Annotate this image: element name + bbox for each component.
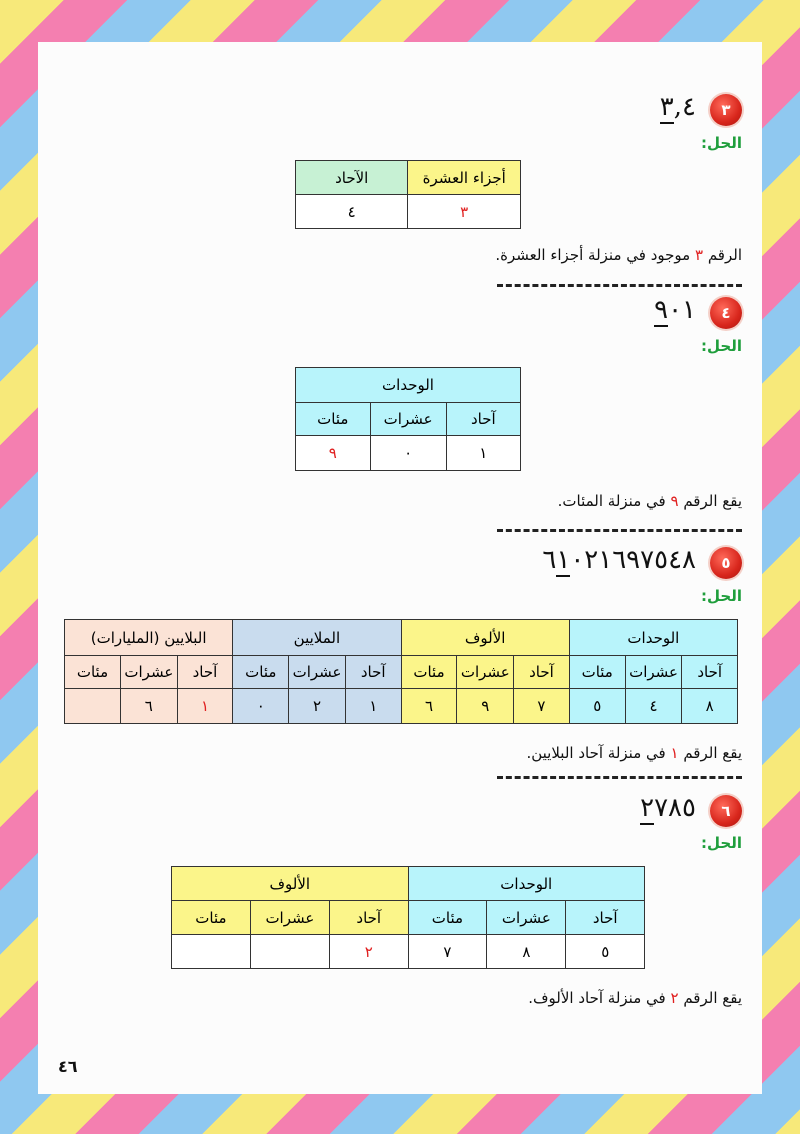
value-cell: ١ (446, 436, 520, 471)
group-header: الوحدات (296, 368, 521, 403)
question-number: ٩٠١ (654, 295, 696, 325)
group-header: الملايين (233, 620, 401, 656)
question-number: ٦١٠٢١٦٩٧٥٤٨ (542, 545, 696, 575)
solution-label: الحل: (701, 337, 742, 355)
group-header: البلايين (المليارات) (65, 620, 233, 656)
answer-text: يقع الرقم ١ في منزلة آحاد البلايين. (526, 744, 742, 762)
divider (497, 776, 742, 779)
header-cell: عشرات (250, 901, 329, 935)
header-cell: آحاد (566, 901, 645, 935)
value-cell (250, 935, 329, 969)
question-number: ٣,٤ (659, 92, 696, 122)
value-cell: ٧ (514, 689, 570, 724)
value-cell: ٨ (487, 935, 566, 969)
value-cell: ٣ (408, 195, 521, 229)
group-header: الألوف (172, 867, 409, 901)
header-cell: آحاد (177, 656, 233, 689)
value-cell: ٨ (682, 689, 738, 724)
value-cell: ٤ (296, 195, 408, 229)
header-cell: آحاد (446, 403, 520, 436)
header-cell: مئات (401, 656, 457, 689)
header-cell: عشرات (487, 901, 566, 935)
place-value-table (171, 866, 645, 969)
value-cell: ٦ (120, 689, 177, 724)
answer-text: يقع الرقم ٢ في منزلة آحاد الألوف. (528, 989, 742, 1007)
value-cell: ٢ (289, 689, 346, 724)
question-number-badge: ٣ (710, 94, 742, 126)
value-cell: ٢ (329, 935, 408, 969)
header-cell: عشرات (457, 656, 514, 689)
group-header: الوحدات (408, 867, 644, 901)
place-value-table (295, 367, 521, 471)
header-cell: عشرات (625, 656, 682, 689)
value-cell: ٧ (408, 935, 487, 969)
value-cell: ٠ (233, 689, 289, 724)
value-cell: ٥ (569, 689, 625, 724)
place-value-table (295, 160, 521, 229)
solution-label: الحل: (701, 834, 742, 852)
question-number-badge: ٥ (710, 547, 742, 579)
header-cell: آحاد (682, 656, 738, 689)
place-value-table (64, 619, 738, 724)
header-cell: أجزاء العشرة (408, 161, 521, 195)
header-cell: عشرات (370, 403, 446, 436)
divider (497, 284, 742, 287)
header-cell: عشرات (289, 656, 346, 689)
value-cell: ٩ (296, 436, 371, 471)
group-header: الوحدات (569, 620, 737, 656)
header-cell: مئات (296, 403, 371, 436)
question-number: ٢٧٨٥ (640, 793, 696, 823)
value-cell (65, 689, 121, 724)
value-cell: ٤ (625, 689, 682, 724)
header-cell: عشرات (120, 656, 177, 689)
value-cell: ٠ (370, 436, 446, 471)
answer-text: يقع الرقم ٩ في منزلة المئات. (557, 492, 742, 510)
question-number-badge: ٦ (710, 795, 742, 827)
group-header: الألوف (401, 620, 569, 656)
value-cell (172, 935, 251, 969)
value-cell: ٩ (457, 689, 514, 724)
header-cell: مئات (65, 656, 121, 689)
solution-label: الحل: (701, 587, 742, 605)
header-cell: مئات (233, 656, 289, 689)
value-cell: ٥ (566, 935, 645, 969)
header-cell: مئات (172, 901, 251, 935)
answer-text: الرقم ٣ موجود في منزلة أجزاء العشرة. (495, 246, 742, 264)
header-cell: آحاد (329, 901, 408, 935)
question-number-badge: ٤ (710, 297, 742, 329)
solution-label: الحل: (701, 134, 742, 152)
divider (497, 529, 742, 532)
value-cell: ٦ (401, 689, 457, 724)
header-cell: آحاد (345, 656, 401, 689)
header-cell: آحاد (514, 656, 570, 689)
value-cell: ١ (177, 689, 233, 724)
header-cell: مئات (408, 901, 487, 935)
page-number: ٤٦ (58, 1057, 78, 1076)
header-cell: الآحاد (296, 161, 408, 195)
header-cell: مئات (569, 656, 625, 689)
value-cell: ١ (345, 689, 401, 724)
